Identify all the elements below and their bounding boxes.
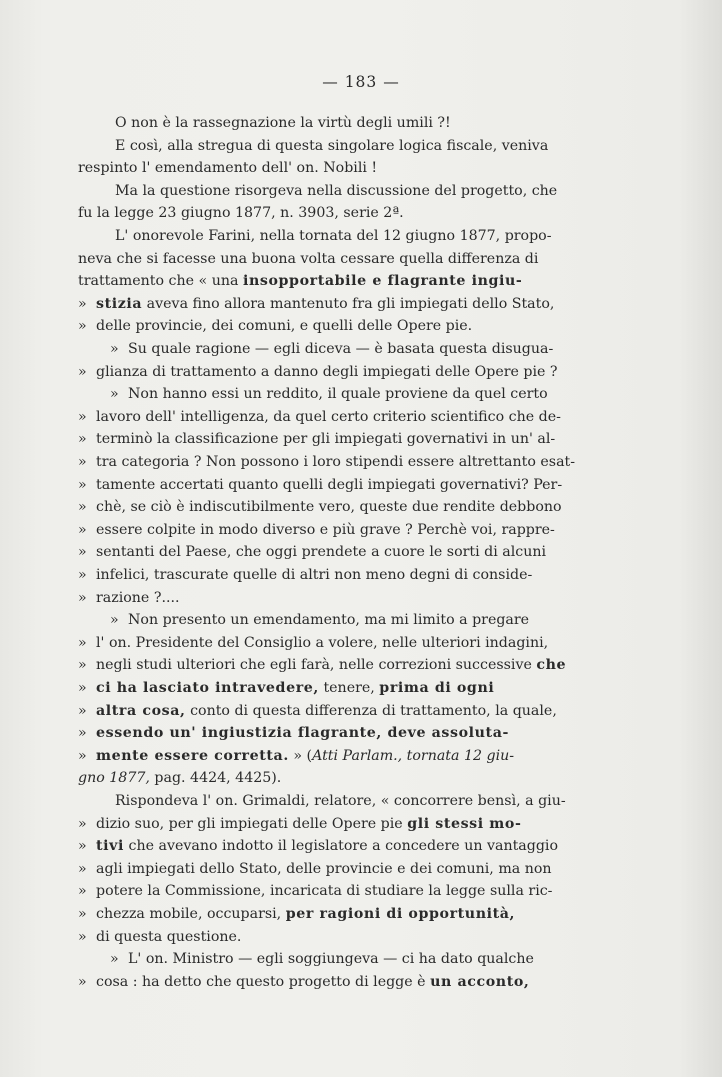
quote-mark: » [110,341,119,357]
text-line [78,813,616,835]
quote-mark: » [78,318,87,335]
text-line [115,112,616,134]
text-segment: » ( [288,747,313,764]
quote-mark: » [78,928,87,945]
text-segment: che avevano indotto il legislatore a concedere un vantaggio [123,838,559,855]
text-segment: chè, se ciò è indiscutibilmente vero, queste due rendite debbono [96,499,562,516]
text-segment: delle provincie, dei comuni, e quelli delle Opere pie. [96,318,473,335]
text-line [78,564,616,586]
text-segment: tenere, [318,680,380,696]
text-segment: aveva fino allora mantenuto fra gli impiegati dello Stato, [142,295,555,312]
text-segment: Non hanno essi un reddito, il quale proviene da quel certo [128,386,548,403]
quote-mark: » [78,747,87,764]
text-line [78,361,616,383]
quote-mark: » [78,815,87,832]
quote-mark: » [78,544,87,561]
emphasis-text: gli stessi mo- [407,815,522,832]
text-segment: E così, alla stregua di questa singolare logica fiscale, veniva [115,137,549,154]
text-segment: Non presento un emendamento, ma mi limito a pregare [128,612,530,629]
text-line [78,519,616,541]
quote-mark: » [78,883,87,900]
text-segment: razione ?.... [96,589,180,606]
text-segment: trattamento che « una [78,273,243,290]
text-line [78,835,616,857]
emphasis-text: per ragioni di opportunità, [285,906,516,922]
text-segment: tra categoria ? Non possono i loro stipendi essere altrettanto esat- [96,454,576,470]
text-segment: l' on. Presidente del Consiglio a volere, nelle ulteriori indagini, [96,634,549,651]
quote-mark: » [78,725,87,742]
emphasis-text: ci ha lasciato intravedere, [96,680,319,696]
emphasis-text: essendo un' ingiustizia flagrante, deve assoluta- [96,725,509,742]
text-line [78,428,616,450]
quote-mark: » [78,295,87,312]
text-segment: tamente accertati quanto quelli degli impiegati governativi? Per- [96,476,563,493]
quote-mark: » [78,680,87,696]
emphasis-text: mente essere corretta. [96,747,289,764]
text-line [115,135,616,157]
text-segment: potere la Commissione, incaricata di studiare la legge sulla ric- [96,883,553,900]
text-line [78,248,616,270]
text-segment: pag. 4424, 4425). [149,770,282,787]
quote-mark: » [78,860,87,877]
text-line [110,609,616,631]
text-line [110,383,616,405]
text-line [115,225,616,247]
text-segment: fu la legge 23 giugno 1877, n. 3903, serie 2ª. [78,205,404,222]
text-segment: conto di questa differenza di trattamento, la quale, [185,702,557,719]
text-segment: negli studi ulteriori che egli farà, nelle correzioni successive [96,657,537,674]
text-segment: cosa : ha detto che questo progetto di legge è [96,973,431,990]
text-segment: terminò la classificazione per gli impiegati governativi in un' al- [96,431,556,448]
emphasis-text: prima di ogni [379,680,495,696]
text-line [78,700,616,722]
quote-mark: » [78,589,87,606]
text-line [78,632,616,654]
text-line [78,315,616,337]
quote-mark: » [78,702,87,719]
emphasis-text: altra cosa, [96,702,186,719]
emphasis-text: tivi [96,838,124,855]
text-segment: di questa questione. [96,928,242,945]
quote-mark: » [78,521,87,538]
quote-mark: » [78,408,87,425]
quote-mark: » [110,951,119,968]
quote-mark: » [78,634,87,651]
italic-text: gno 1877, [78,770,150,787]
italic-text: Atti Parlam., tornata 12 giu- [312,747,515,764]
text-segment: neva che si facesse una buona volta cessare quella differenza di [78,250,539,267]
text-segment: respinto l' emendamento dell' on. Nobili ! [78,160,378,177]
text-segment: O non è la rassegnazione la virtù degli umili ?! [115,115,451,131]
text-line [115,790,616,812]
text-segment: lavoro dell' intelligenza, da quel certo criterio scientifico che de- [96,408,561,425]
quote-mark: » [78,906,87,922]
quote-mark: » [78,838,87,855]
quote-mark: » [78,973,87,990]
text-line [78,858,616,880]
text-line [78,745,616,767]
text-segment: essere colpite in modo diverso e più grave ? Perchè voi, rappre- [96,521,555,538]
text-segment: sentanti del Paese, che oggi prendete a cuore le sorti di alcuni [96,544,547,561]
text-segment: Rispondeva l' on. Grimaldi, relatore, « concorrere bensì, a giu- [115,793,566,809]
text-line [78,451,616,473]
emphasis-text: che [536,657,567,674]
quote-mark: » [78,363,87,380]
text-line [78,971,616,993]
text-line [78,496,616,518]
text-segment: Su quale ragione — egli diceva — è basata questa disugua- [128,341,554,357]
quote-mark: » [110,612,119,629]
text-segment: infelici, trascurate quelle di altri non meno degni di conside- [96,567,533,583]
text-line [78,654,616,676]
text-line [110,338,616,360]
text-segment: L' on. Ministro — egli soggiungeva — ci ha dato qualche [128,951,534,968]
text-segment: agli impiegati dello Stato, delle provincie e dei comuni, ma non [96,860,552,877]
text-line [78,293,616,315]
text-line [78,202,616,224]
text-line [78,722,616,744]
quote-mark: » [110,386,119,403]
quote-mark: » [78,657,87,674]
text-line [78,474,616,496]
text-segment: chezza mobile, occuparsi, [96,906,286,922]
text-segment: L' onorevole Farini, nella tornata del 12 giugno 1877, propo- [115,228,552,244]
quote-mark: » [78,476,87,493]
quote-mark: » [78,431,87,448]
page-number: — 183 — [322,73,400,91]
quote-mark: » [78,454,87,470]
text-line [78,406,616,428]
text-segment: Ma la questione risorgeva nella discussione del progetto, che [115,182,558,199]
text-line [78,926,616,948]
text-segment: dizio suo, per gli impiegati delle Opere pie [96,815,408,832]
emphasis-text: insopportabile e flagrante ingiu- [242,273,523,290]
quote-mark: » [78,499,87,516]
text-line [78,157,616,179]
text-line [78,587,616,609]
text-line [78,677,616,699]
text-line [78,767,616,789]
text-line [115,180,616,202]
text-line [78,880,616,902]
emphasis-text: stizia [96,295,143,312]
text-line [110,948,616,970]
text-line [78,903,616,925]
text-line [78,541,616,563]
quote-mark: » [78,567,87,583]
emphasis-text: un acconto, [430,973,530,990]
text-line [78,270,616,292]
text-segment: glianza di trattamento a danno degli impiegati delle Opere pie ? [96,363,558,380]
